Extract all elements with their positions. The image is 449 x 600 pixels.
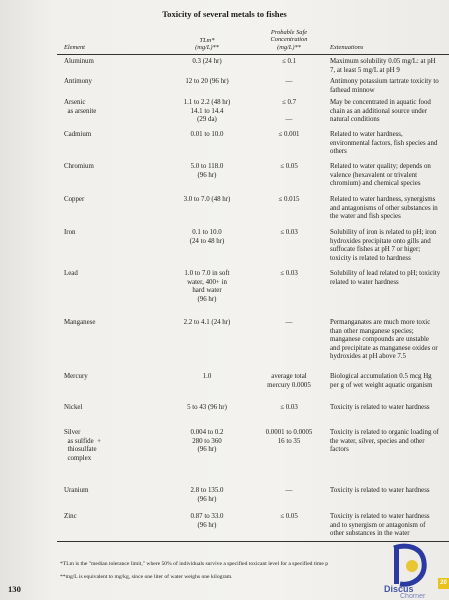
extenuations-cell xyxy=(330,373,449,390)
safe-concentration-cell xyxy=(252,373,326,390)
element-cell-line: Antimony xyxy=(64,78,92,85)
tlm-cell xyxy=(162,58,252,67)
element-cell xyxy=(64,196,156,205)
extenuations-cell xyxy=(330,58,449,75)
element-cell xyxy=(64,58,156,67)
extenuations-cell xyxy=(330,78,449,95)
discus-corner-watermark-logo xyxy=(378,540,448,598)
safe-concentration-cell-line: ≤ 0.7 xyxy=(281,99,297,106)
safe-concentration-cell-line: 16 to 35 xyxy=(277,437,301,445)
extenuations-cell-line: and antagonisms of other substances in xyxy=(330,204,438,212)
safe-concentration-cell xyxy=(252,163,326,172)
extenuations-cell-line: Solubility of iron is related to pH; iron xyxy=(330,229,437,236)
extenuations-cell-line: factors xyxy=(330,446,349,454)
extenuations-cell xyxy=(330,270,449,287)
element-cell xyxy=(64,99,156,116)
header-safe-concentration: Probable Safe Concentration (mg/L)** xyxy=(270,29,308,51)
tlm-cell xyxy=(162,373,252,382)
page-number: 130 xyxy=(8,584,21,594)
extenuations-cell-line: others xyxy=(330,148,347,156)
tlm-cell-line: 14.1 to 14.4 xyxy=(190,107,224,115)
extenuations-cell-line: toxicity is related to hardness xyxy=(330,254,411,262)
tlm-cell xyxy=(162,487,252,504)
tlm-cell-line: (96 hr) xyxy=(197,521,217,529)
tlm-cell xyxy=(162,319,252,328)
extenuations-cell-line: other substances in the water xyxy=(330,530,410,538)
element-cell-line: as sulfide + xyxy=(64,437,101,445)
tlm-cell xyxy=(162,513,252,530)
safe-concentration-cell-line: ≤ 0.001 xyxy=(278,131,300,138)
extenuations-cell xyxy=(330,131,449,157)
tlm-cell-line: 0.1 to 10.0 xyxy=(192,229,222,236)
tlm-cell-line: 3.0 to 7.0 (48 hr) xyxy=(183,196,231,203)
tlm-cell xyxy=(162,196,252,205)
extenuations-cell-line: Antimony potassium tartrate toxicity to xyxy=(330,78,439,85)
extenuations-cell-line: manganese compounds are unstable xyxy=(330,336,429,344)
safe-concentration-cell xyxy=(252,487,326,496)
element-cell-line: Chromium xyxy=(64,163,94,170)
safe-concentration-cell xyxy=(252,513,326,522)
safe-concentration-cell-line: mercury 0.0005 xyxy=(267,381,311,389)
safe-concentration-cell xyxy=(252,404,326,413)
tlm-cell-line: 2.8 to 135.0 xyxy=(190,487,224,494)
tlm-cell-line: (96 hr) xyxy=(197,171,217,179)
element-cell-line: Nickel xyxy=(64,404,83,411)
extenuations-cell-line: Toxicity is related to water hardness xyxy=(330,487,430,494)
element-cell xyxy=(64,78,156,87)
safe-concentration-cell-line xyxy=(252,108,326,117)
tlm-cell-line: 1.0 xyxy=(202,373,212,380)
safe-concentration-cell-line: — xyxy=(285,487,293,494)
tlm-cell xyxy=(162,270,252,304)
header-tlm: TLm* (mg/L)** xyxy=(195,37,219,52)
tlm-cell-line: water, 400+ in xyxy=(187,278,227,286)
extenuations-cell xyxy=(330,99,449,125)
extenuations-cell xyxy=(330,513,449,539)
element-cell xyxy=(64,513,156,522)
element-cell xyxy=(64,429,156,463)
safe-concentration-cell xyxy=(252,58,326,67)
tlm-cell-line: 280 to 360 xyxy=(192,437,222,445)
extenuations-cell xyxy=(330,196,449,222)
extenuations-cell-line: chain as an additional source under xyxy=(330,107,428,115)
safe-concentration-cell xyxy=(252,78,326,87)
table-title: Toxicity of several metals to fishes xyxy=(162,9,287,19)
element-cell-line: Lead xyxy=(64,270,78,277)
extenuations-cell-line: suffocate fishes at pH 7 or higer; xyxy=(330,246,421,254)
extenuations-cell-line: the water and fish species xyxy=(330,213,401,221)
safe-concentration-cell xyxy=(252,196,326,205)
element-cell-line: Mercury xyxy=(64,373,88,380)
element-cell xyxy=(64,131,156,140)
extenuations-cell-line: the water, silver, species and other xyxy=(330,437,425,445)
extenuations-cell-line: natural conditions xyxy=(330,116,380,124)
extenuations-cell-line: Toxicity is related to organic loading of xyxy=(330,429,439,436)
element-cell-line: as arsenite xyxy=(64,107,97,115)
watermark-badge: 20 xyxy=(438,578,449,589)
extenuations-cell-line: Related to water hardness, xyxy=(330,131,403,138)
safe-concentration-cell-line: ≤ 0.05 xyxy=(280,163,298,170)
extenuations-cell-line: and to synergism or antagonism of xyxy=(330,521,426,529)
safe-concentration-cell-line: — xyxy=(285,116,293,124)
safe-concentration-cell xyxy=(252,319,326,328)
safe-concentration-cell-line: ≤ 0.015 xyxy=(278,196,300,203)
extenuations-cell-line: Permanganates are much more toxic xyxy=(330,319,431,326)
safe-concentration-cell-line: — xyxy=(285,78,293,85)
header-rule xyxy=(57,54,449,55)
extenuations-cell-line: Solubility of lead related to pH; toxicity xyxy=(330,270,441,277)
footnote-mgl: **mg/L is equivalent to mg/kg, since one liter of water weighs one kilogram. xyxy=(60,574,233,580)
element-cell-line: Cadmium xyxy=(64,131,92,138)
tlm-cell-line: (96 hr) xyxy=(197,295,217,303)
tlm-cell-line: 5.0 to 118.0 xyxy=(190,163,224,170)
extenuations-cell-line: valence (hexavalent or trivalent xyxy=(330,171,418,179)
extenuations-cell-line: May be concentrated in aquatic food xyxy=(330,99,431,106)
tlm-cell xyxy=(162,78,252,87)
tlm-cell-line: 0.004 to 0.2 xyxy=(190,429,224,436)
extenuations-cell-line: and precipitate as manganese oxides or xyxy=(330,344,438,352)
tlm-cell-line: (29 da) xyxy=(197,116,217,124)
extenuations-cell-line: environmental factors, fish species and xyxy=(330,139,438,147)
extenuations-cell-line: than other manganese species; xyxy=(330,327,414,335)
element-cell xyxy=(64,163,156,172)
extenuations-cell-line: Related to water quality; depends on xyxy=(330,163,431,170)
element-cell xyxy=(64,404,156,413)
tlm-cell xyxy=(162,429,252,455)
tlm-cell xyxy=(162,229,252,246)
extenuations-cell xyxy=(330,319,449,362)
tlm-cell-line: hard water xyxy=(192,287,222,295)
extenuations-cell xyxy=(330,163,449,189)
element-cell-line: Manganese xyxy=(64,319,96,326)
element-cell xyxy=(64,487,156,496)
element-cell-line: Aluminum xyxy=(64,58,94,65)
safe-concentration-cell-line: 0.0001 to 0.0005 xyxy=(265,429,313,436)
tlm-cell-line: 0.87 to 33.0 xyxy=(190,513,224,520)
safe-concentration-cell-line: average total xyxy=(271,373,307,380)
extenuations-cell-line: related to water hardness xyxy=(330,278,399,286)
element-cell xyxy=(64,373,156,382)
safe-concentration-cell xyxy=(252,229,326,238)
tlm-cell-line: 12 to 20 (96 hr) xyxy=(185,78,229,85)
extenuations-cell-line: hydroxides precipitate onto gills and xyxy=(330,237,431,245)
safe-concentration-cell-line: ≤ 0.03 xyxy=(280,229,298,236)
element-cell xyxy=(64,229,156,238)
safe-concentration-cell xyxy=(252,99,326,125)
extenuations-cell-line: Toxicity is related to water hardness xyxy=(330,513,430,520)
tlm-cell-line: 1.1 to 2.2 (48 hr) xyxy=(183,99,231,106)
element-cell-line: Arsenic xyxy=(64,99,86,106)
tlm-cell-line: 0.01 to 10.0 xyxy=(190,131,224,138)
element-cell-line: Zinc xyxy=(64,513,77,520)
tlm-cell-line: (96 hr) xyxy=(197,446,217,454)
safe-concentration-cell-line: ≤ 0.1 xyxy=(281,58,297,65)
element-cell-line: Iron xyxy=(64,229,76,236)
element-cell-line: thiosulfate xyxy=(64,446,97,454)
extenuations-cell-line: Toxicity is related to water hardness xyxy=(330,404,430,411)
tlm-cell xyxy=(162,404,252,413)
safe-concentration-cell-line: ≤ 0.03 xyxy=(280,404,298,411)
element-cell-line: Copper xyxy=(64,196,85,203)
extenuations-cell xyxy=(330,487,449,496)
extenuations-cell xyxy=(330,404,449,413)
tlm-cell xyxy=(162,163,252,180)
tlm-cell-line: 1.0 to 7.0 in soft xyxy=(184,270,230,277)
element-cell xyxy=(64,319,156,328)
tlm-cell-line: 5 to 43 (96 hr) xyxy=(187,404,227,411)
safe-concentration-cell xyxy=(252,270,326,279)
footnote-tlm: *TLm is the "median tolerance limit," where 50% of individuals survive a specified toxicant level for a specified time p xyxy=(60,561,329,567)
header-extenuations: Extenuations xyxy=(330,44,364,51)
element-cell-line: Silver xyxy=(64,429,81,436)
element-cell xyxy=(64,270,156,279)
safe-concentration-cell xyxy=(252,131,326,140)
safe-concentration-cell xyxy=(252,429,326,446)
extenuations-cell xyxy=(330,229,449,263)
extenuations-cell-line: Biological accumulation 0.5 mcg Hg xyxy=(330,373,432,380)
safe-concentration-cell-line: ≤ 0.03 xyxy=(280,270,298,277)
extenuations-cell-line: Related to water hardness, synergisms xyxy=(330,196,436,203)
tlm-cell xyxy=(162,99,252,125)
svg-text:Discus: Discus xyxy=(384,584,414,594)
extenuations-cell-line: chromium) and chemical species xyxy=(330,180,421,188)
element-cell-line: Uranium xyxy=(64,487,89,494)
extenuations-cell-line: 7, at least 5 mg/L at pH 9 xyxy=(330,66,400,74)
element-cell-line: complex xyxy=(64,454,92,462)
extenuations-cell-line: per g of wet weight aquatic organism xyxy=(330,381,433,389)
tlm-cell-line: 0.3 (24 hr) xyxy=(192,58,222,65)
tlm-cell xyxy=(162,131,252,140)
tlm-cell-line: (96 hr) xyxy=(197,495,217,503)
safe-concentration-cell-line: — xyxy=(285,319,293,326)
safe-concentration-cell-line: ≤ 0.05 xyxy=(280,513,298,520)
svg-text:Chorner: Chorner xyxy=(400,593,426,598)
extenuations-cell-line: Maximum solubility 0.05 mg/L: at pH xyxy=(330,58,436,65)
tlm-cell-line: (24 to 48 hr) xyxy=(189,237,225,245)
extenuations-cell xyxy=(330,429,449,455)
extenuations-cell-line: fathead minnow xyxy=(330,86,375,94)
header-element: Element xyxy=(64,44,85,51)
tlm-cell-line: 2.2 to 4.1 (24 hr) xyxy=(183,319,231,326)
extenuations-cell-line: hydroxides at pH above 7.5 xyxy=(330,353,406,361)
